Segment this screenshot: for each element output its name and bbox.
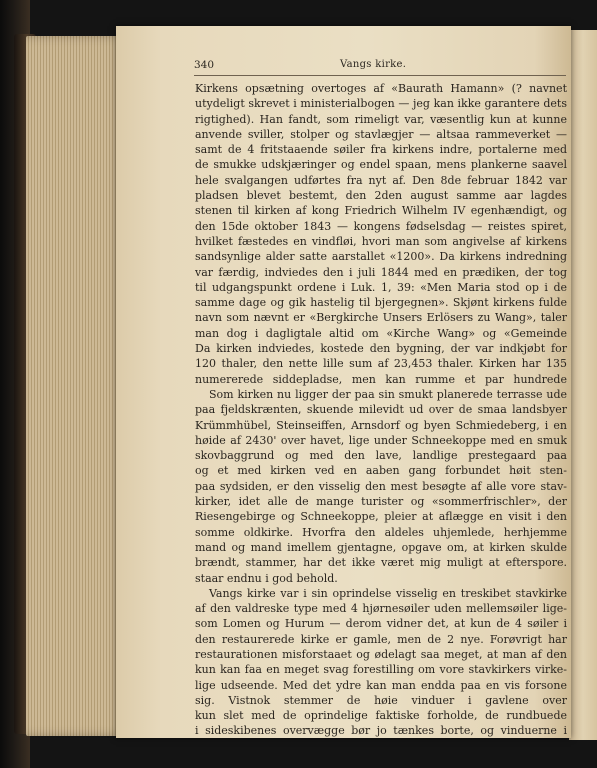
- text-line: hele svalgangen udførtes fra nyt af. Den 8de februar 1842 var: [195, 173, 567, 187]
- text-line: høide af 2430' over havet, lige under Schneekoppe med en smuk: [195, 433, 567, 447]
- text-line: numererede siddepladse, men kan rumme et par hundrede: [195, 372, 567, 386]
- text-line: af den valdreske type med 4 hjørnesøiler uden mellemsøiler lige-: [195, 602, 567, 616]
- text-line: kirker, idet alle de mange turister og «sommerfrischler», der: [195, 495, 567, 509]
- text-line: kun slet med de oprindelige faktiske forholde, de rundbuede: [195, 709, 567, 723]
- text-line: mand og mand imellem gjentagne, opgave om, at kirken skulde: [195, 540, 567, 554]
- running-title: Vangs kirke.: [340, 59, 407, 70]
- text-line: kun kan faa en meget svag forestilling om vore stavkirkers virke-: [195, 663, 567, 677]
- text-line: Krümmhübel, Steinseiffen, Arnsdorf og byen Schmiedeberg, i en: [195, 418, 567, 432]
- text-line: utydeligt skrevet i ministerialbogen — jeg kan ikke garantere dets: [195, 97, 567, 111]
- text-line: den restaurerede kirke er gamle, men de 2 nye. Forøvrigt har: [195, 632, 567, 646]
- text-line: som Lomen og Hurum — derom vidner det, at kun de 4 søiler i: [195, 617, 567, 631]
- text-line: Vangs kirke var i sin oprindelse visselig en treskibet stavkirke: [209, 586, 567, 600]
- text-line: pladsen blevet bestemt, den 2den august samme aar lagdes: [195, 189, 567, 203]
- text-line: samme dage og gik hastelig til bjergegnen». Skjønt kirkens fulde: [195, 296, 567, 310]
- text-line: restaurationen misforstaaet og ødelagt saa meget, at man af den: [195, 647, 567, 661]
- text-line: hvilket fæstedes en vindfløi, hvori man som angivelse af kirkens: [195, 234, 567, 248]
- text-line: samt de 4 fritstaaende søiler fra kirkens indre, portalerne med: [195, 143, 567, 157]
- text-line: skovbaggrund og med den lave, landlige prestegaard paa: [195, 449, 567, 463]
- text-line: Da kirken indviedes, kostede den bygning, der var indkjøbt for: [195, 342, 567, 356]
- facing-page-edge: [569, 30, 597, 740]
- text-line: man dog i dagligtale altid om «Kirche Wang» og «Gemeinde: [195, 326, 567, 340]
- text-line: Riesengebirge og Schneekoppe, pleier at aflægge en visit i den: [195, 510, 567, 524]
- text-line: lige udseende. Med det ydre kan man endda paa en vis forsone: [195, 678, 567, 692]
- text-line: sig. Vistnok stemmer de høie vinduer i gavlene over: [195, 693, 567, 707]
- text-line: rigtighed). Han fandt, som rimeligt var, væsentlig kun at kunne: [195, 112, 567, 126]
- text-line: stenen til kirken af kong Friedrich Wilhelm IV egenhændigt, og: [195, 204, 567, 218]
- text-line: var færdig, indviedes den i juli 1844 med en prædiken, der tog: [195, 265, 567, 279]
- text-line: Kirkens opsætning overtoges af «Baurath Hamann» (? navnet: [195, 82, 567, 95]
- body-text: [195, 81, 567, 739]
- text-line: brændt, stammer, har det ikke været mig muligt at efterspore.: [195, 556, 567, 570]
- text-line: staar endnu i god behold.: [195, 571, 338, 585]
- text-line: i sideskibenes overvægge bør jo tænkes borte, og vinduerne i: [195, 724, 567, 738]
- text-line: paa fjeldskrænten, skuende milevidt ud over de smaa landsbyer: [195, 403, 567, 417]
- text-line: 120 thaler, den nette lille sum af 23,453 thaler. Kirken har 135: [195, 357, 567, 371]
- text-line: den 15de oktober 1843 — kongens fødselsdag — reistes spiret,: [195, 219, 567, 233]
- page-edges: [26, 36, 130, 736]
- text-line: til udgangspunkt ordene i Luk. 1, 39: «Men Maria stod op i de: [195, 280, 567, 294]
- book-page: [116, 26, 571, 738]
- text-line: de smukke udskjæringer og endel spaan, mens plankerne saavel: [195, 158, 567, 172]
- text-line: anvende sviller, stolper og stavlægjer — altsaa rammeverket —: [195, 127, 567, 141]
- text-line: navn som nævnt er «Bergkirche Unsers Erlösers zu Wang», taler: [195, 311, 567, 325]
- text-line: paa sydsiden, er den visselig den mest besøgte af alle vore stav-: [195, 479, 567, 493]
- page-number: 340: [194, 59, 215, 71]
- text-line: Som kirken nu ligger der paa sin smukt planerede terrasse ude: [209, 387, 567, 401]
- text-line: og et med kirken ved en aaben gang forbundet høit sten-: [195, 464, 567, 478]
- page-header: [194, 59, 566, 76]
- text-line: sandsynlige alder satte aarstallet «1200». Da kirkens indredning: [195, 250, 567, 264]
- text-line: somme oldkirke. Hvorfra den aldeles uhjemlede, herhjemme: [195, 525, 567, 539]
